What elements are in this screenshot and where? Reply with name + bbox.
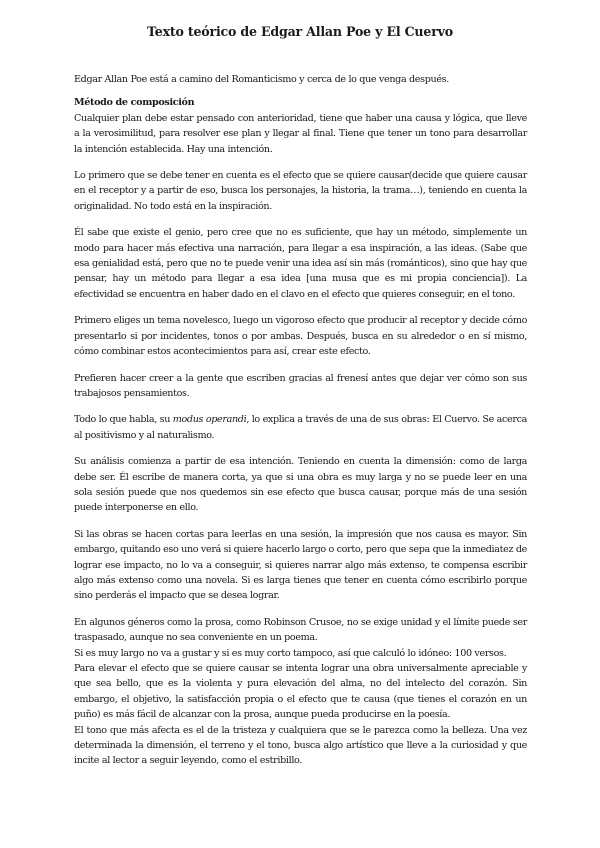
paragraph-2: Lo primero que se debe tener en cuenta es el efecto que se quiere causar(decide que quiere causar en el receptor y a partir de eso, busca los personajes, la historia, la trama…), teniendo en cuenta la originalidad. No todo está en la inspiración.: [74, 170, 527, 212]
paragraph-10: Si es muy largo no va a gustar y si es muy corto tampoco, así que calculó lo idóneo: 100 versos.: [74, 647, 507, 659]
paragraph-8: Si las obras se hacen cortas para leerlas en una sesión, la impresión que nos causa es mayor. Sin embargo, quitando eso uno verá si quiere hacerlo largo o corto, pero que sepa que la inmediatez de lograr ese impacto, no lo va a conseguir, si quieres narrar algo más extenso, te compensa escribir algo más extenso como una novela. Si es larga tienes que tener en cuenta cómo escribirlo porque sino perderás el impacto que se desea lograr.: [74, 528, 527, 602]
paragraph-12: El tono que más afecta es el de la tristeza y cualquiera que se le parezca como la belleza. Una vez determinada la dimensión, el terreno y el tono, busca algo artístico que lleve a la curiosidad y que incite al lector a seguir leyendo, como el estribillo.: [74, 724, 527, 767]
paragraph-7: Su análisis comienza a partir de esa intención. Teniendo en cuenta la dimensión: como de larga debe ser. Él escribe de manera corta, ya que si una obra es muy larga y no se puede leer en una sola sesión puede que nos quedemos sin ese efecto que busca causar, porque más de una sesión puede interponerse en ello.: [74, 456, 527, 514]
intro-paragraph: Edgar Allan Poe está a camino del Romanticismo y cerca de lo que venga después.: [74, 74, 449, 85]
paragraph-3: Él sabe que existe el genio, pero cree que no es suficiente, que hay un método, simplemente un modo para hacer más efectiva una narración, para llegar a esa inspiración, a las ideas. (Sabe que esa genialidad está, pero que no te puede venir una idea así sin más (románticos), sino que hay que pensar, hay un método para llegar a esa idea [una musa que es mi propia conciencia]). La efectividad se encuentra en haber dado en el clavo en el efecto que quieres conseguir, en el tono.: [74, 227, 527, 300]
modus-operandi-italic: modus operandi: [172, 414, 247, 426]
section-heading: Método de composición: [74, 97, 195, 109]
paragraph-6: [74, 412, 527, 443]
paragraph-6-end: , lo explica a través de una de sus obras: El Cuervo. Se acerca al positivismo y al naturalismo.: [74, 414, 527, 441]
paragraph-1: Cualquier plan debe estar pensado con anterioridad, tiene que haber una causa y lógica, que lleve a la verosimilitud, para resolver ese plan y llegar al final. Tiene que tener un tono para desarrollar la intención establecida. Hay una intención.: [74, 112, 527, 155]
document-body: [74, 72, 527, 769]
paragraph-4: Primero eliges un tema novelesco, luego un vigoroso efecto que producir al receptor y decide cómo presentarlo si por incidentes, tonos o por ambas. Después, busca en su alrededor o en sí mismo, cómo combinar estos acontecimientos para así, crear este efecto.: [74, 315, 527, 358]
paragraph-6-start: Todo lo que habla, su: [74, 414, 173, 426]
page-title: Texto teórico de Edgar Allan Poe y El Cuervo: [147, 24, 453, 39]
paragraph-9: En algunos géneros como la prosa, como Robinson Crusoe, no se exige unidad y el límite puede ser traspasado, aunque no sea conveniente en un poema.: [74, 616, 527, 644]
paragraph-11: Para elevar el efecto que se quiere causar se intenta lograr una obra universalmente apreciable y que sea bello, que es la violenta y pura elevación del alma, no del intelecto del corazón. Sin embargo, el objetivo, la satisfacción propia o el efecto que te causa (que tienes el corazón en un puño) es más fácil de alcanzar con la prosa, aunque pueda producirse en la poesía.: [74, 663, 527, 721]
paragraph-5: Prefieren hacer creer a la gente que escriben gracias al frenesí antes que dejar ver cómo son sus trabajosos pensamientos.: [74, 372, 527, 399]
